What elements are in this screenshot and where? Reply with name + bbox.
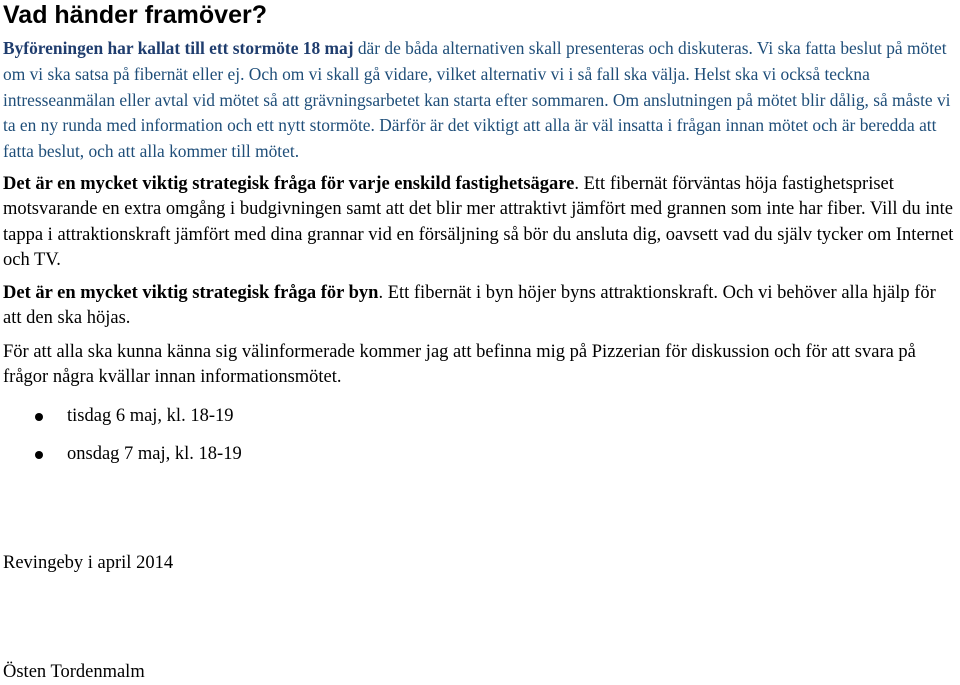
bullet-icon [35, 413, 43, 421]
list-item [3, 442, 957, 467]
intro-text: där de båda alternativen skall presenteras och diskuteras. Vi ska fatta beslut på mötet om vi ska satsa på fibernät eller ej. Och om vi skall gå vidare, vilket alternativ vi i så fall ska välja. Helst ska vi också teckna intresseanmälan eller avtal vid mötet så att grävningsarbetet kan starta efter sommaren. Om anslutningen på mötet blir dålig, så måste vi ta en ny runda med information och ett nytt stormöte. Därför är det viktigt att alla är väl insatta i frågan innan mötet och är beredda att fatta beslut, och att alla kommer till mötet. [3, 38, 951, 162]
intro-paragraph [3, 36, 957, 165]
meeting-time: onsdag 7 maj, kl. 18-19 [67, 443, 242, 464]
bullet-icon [35, 451, 43, 459]
property-owner-paragraph [3, 172, 957, 274]
village-bold-lead: Det är en mycket viktig strategisk fråga för byn [3, 282, 379, 303]
meeting-list [3, 404, 957, 467]
list-item [3, 404, 957, 429]
village-paragraph [3, 281, 957, 332]
property-text: . Ett fibernät förväntas höja fastighetspriset motsvarande en extra omgång i budgivningen samt att det blir mer attraktivt jämfört med grannen som inte har fiber. Vill du inte tappa i attraktionskraft jämfört med dina grannar vid en försäljning så bör du ansluta dig, oavsett vad du själv tycker om Internet och TV. [3, 173, 954, 271]
village-text: . Ett fibernät i byn höjer byns attraktionskraft. Och vi behöver alla hjälp för att den ska höjas. [3, 282, 936, 329]
place-date: Revingeby i april 2014 [3, 553, 174, 573]
document-page [3, 0, 957, 682]
property-bold-lead: Det är en mycket viktig strategisk fråga för varje enskild fastighetsägare [3, 173, 575, 194]
pizzeria-paragraph: För att alla ska kunna känna sig välinformerade kommer jag att befinna mig på Pizzerian för diskussion och för att svara på frågor några kvällar innan informationsmötet. [3, 341, 916, 388]
meeting-time: tisdag 6 maj, kl. 18-19 [67, 405, 234, 426]
intro-bold-lead: Byföreningen har kallat till ett stormöte 18 maj [3, 38, 354, 58]
page-title: Vad händer framöver? [3, 1, 267, 29]
signature: Östen Tordenmalm [3, 662, 145, 682]
